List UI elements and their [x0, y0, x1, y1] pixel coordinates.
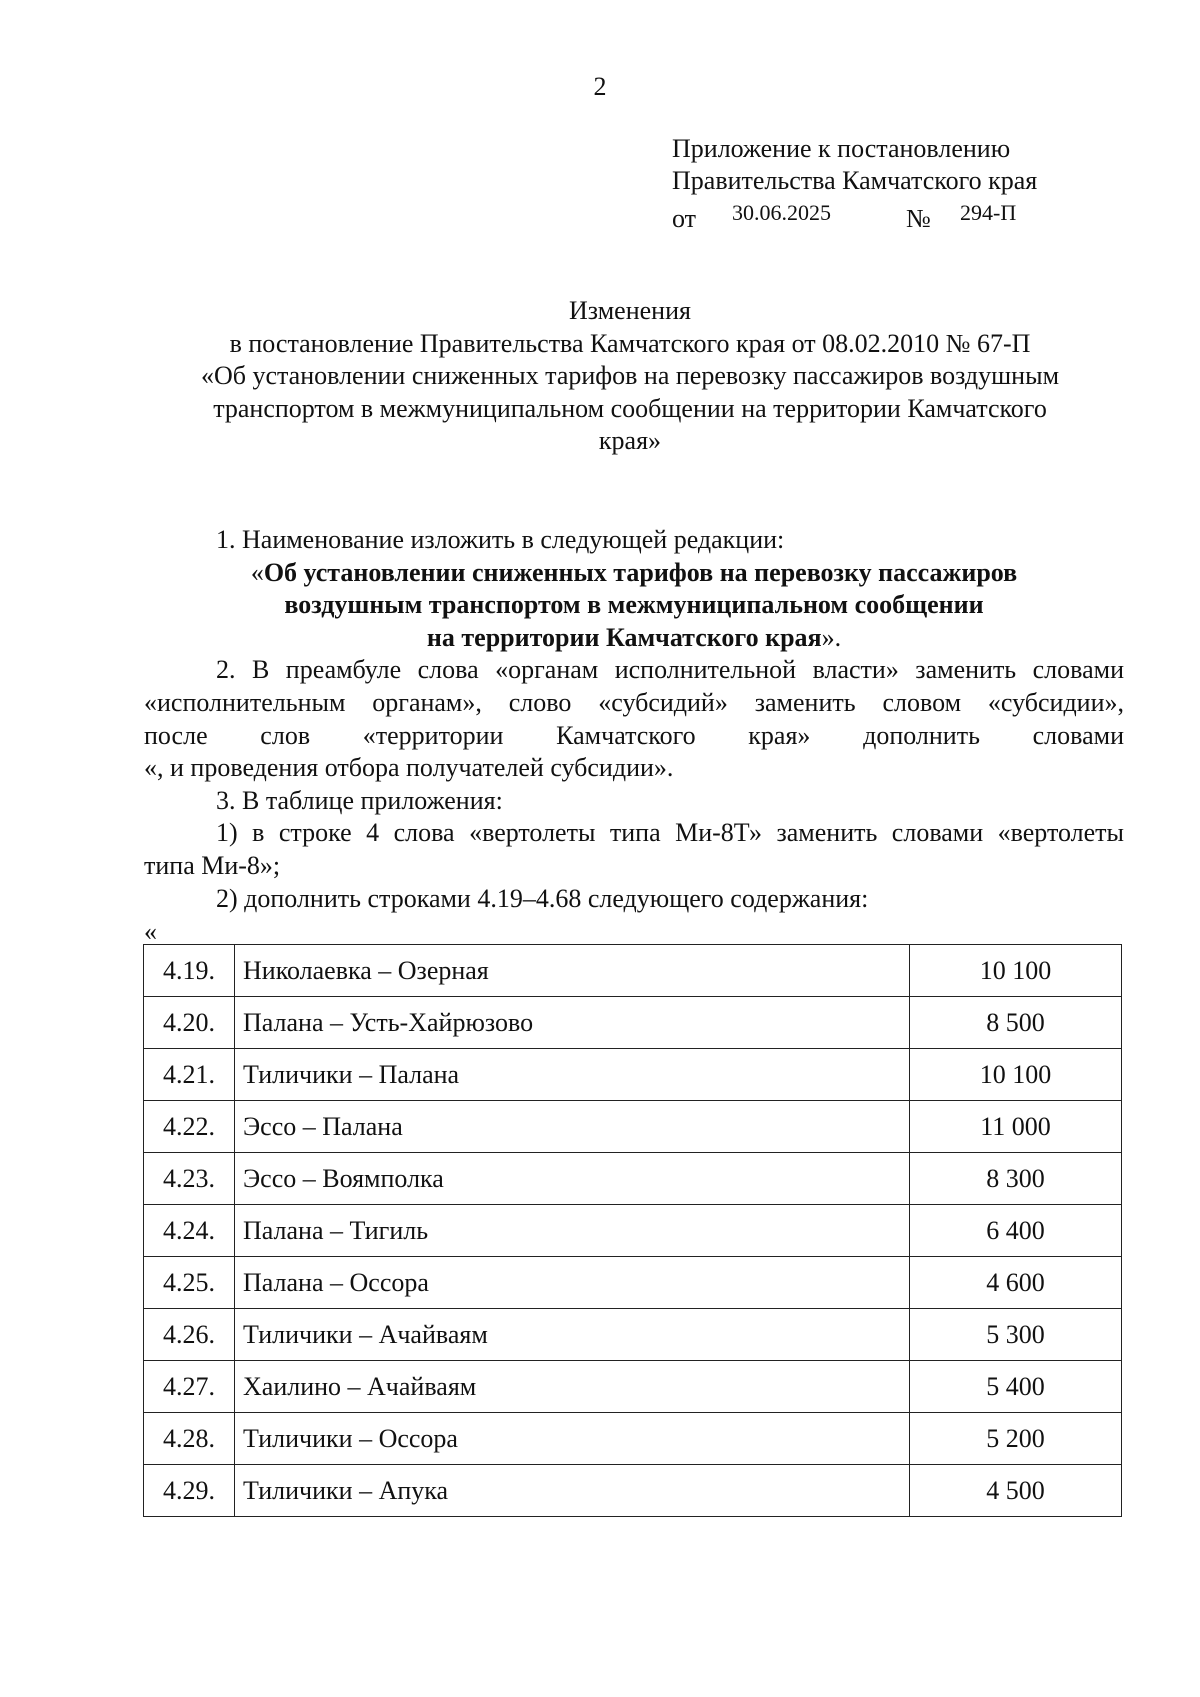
item-3: 3. В таблице приложения: — [216, 785, 503, 815]
appendix-date: 30.06.2025 — [732, 200, 831, 225]
item-2-line-1: 2. В преамбуле слова «органам исполнительной власти» заменить словами — [216, 655, 1124, 685]
route-name: Тиличики – Ачайваям — [235, 1309, 910, 1361]
table-row — [144, 945, 1122, 997]
heading-line-1: в постановление Правительства Камчатского края от 08.02.2010 № 67-П — [229, 328, 1031, 358]
table-open-quote: « — [144, 917, 157, 946]
tariff-price: 6 400 — [910, 1205, 1122, 1257]
item-2-line-3: после слов «территории Камчатского края» дополнить словами — [144, 720, 1124, 750]
table-row — [144, 1309, 1122, 1361]
route-name: Палана – Усть-Хайрюзово — [235, 997, 910, 1049]
tariff-price: 10 100 — [910, 945, 1122, 997]
route-name: Тиличики – Оссора — [235, 1413, 910, 1465]
item-3-2: 2) дополнить строками 4.19–4.68 следующего содержания: — [216, 883, 869, 913]
tariff-price: 8 300 — [910, 1153, 1122, 1205]
item-1-quote-open: « — [250, 557, 264, 587]
heading-line-4: края» — [598, 426, 662, 455]
appendix-from-label: от — [672, 204, 697, 233]
table-row — [144, 1101, 1122, 1153]
table-row — [144, 1465, 1122, 1517]
tariff-price: 5 300 — [910, 1309, 1122, 1361]
row-number: 4.26. — [144, 1309, 235, 1361]
row-number: 4.19. — [144, 945, 235, 997]
tariff-price: 8 500 — [910, 997, 1122, 1049]
row-number: 4.22. — [144, 1101, 235, 1153]
row-number: 4.23. — [144, 1153, 235, 1205]
table-row — [144, 1413, 1122, 1465]
table-row — [144, 1257, 1122, 1309]
document-body — [144, 524, 1124, 915]
row-number: 4.24. — [144, 1205, 235, 1257]
table-row — [144, 1361, 1122, 1413]
item-3-1-line-1: 1) в строке 4 слова «вертолеты типа Ми-8Т» заменить словами «вертолеты — [216, 818, 1124, 848]
appendix-number: 294-П — [960, 200, 1017, 225]
tariff-price: 5 400 — [910, 1361, 1122, 1413]
row-number: 4.20. — [144, 997, 235, 1049]
appendix-line-1: Приложение к постановлению — [672, 134, 1011, 163]
heading-line-2: «Об установлении сниженных тарифов на перевозку пассажиров воздушным — [200, 361, 1060, 390]
row-number: 4.27. — [144, 1361, 235, 1413]
route-name: Палана – Тигиль — [235, 1205, 910, 1257]
item-1-bold-line-3: на территории Камчатского края — [426, 622, 822, 652]
item-1-quote-close: ». — [821, 622, 842, 652]
route-name: Николаевка – Озерная — [235, 945, 910, 997]
tariff-price: 10 100 — [910, 1049, 1122, 1101]
route-name: Палана – Оссора — [235, 1257, 910, 1309]
item-1-new-name — [144, 557, 1124, 655]
tariff-price: 4 500 — [910, 1465, 1122, 1517]
appendix-block — [672, 133, 1152, 231]
route-name: Хаилино – Ачайваям — [235, 1361, 910, 1413]
heading-title: Изменения — [569, 296, 691, 325]
row-number: 4.25. — [144, 1257, 235, 1309]
tariff-price: 4 600 — [910, 1257, 1122, 1309]
page-number: 2 — [593, 72, 607, 101]
tariffs-table — [143, 944, 1122, 1517]
route-name: Тиличики – Апука — [235, 1465, 910, 1517]
document-heading — [140, 295, 1120, 458]
table-row — [144, 997, 1122, 1049]
item-1-bold-line-1: Об установлении сниженных тарифов на перевозку пассажиров — [263, 557, 1018, 587]
appendix-number-sign: № — [906, 204, 931, 233]
item-1-bold-line-2: воздушным транспортом в межмуниципальном сообщении — [284, 590, 984, 620]
tariff-price: 11 000 — [910, 1101, 1122, 1153]
route-name: Тиличики – Палана — [235, 1049, 910, 1101]
table-row — [144, 1049, 1122, 1101]
appendix-line-2: Правительства Камчатского края — [672, 166, 1038, 195]
item-1: 1. Наименование изложить в следующей редакции: — [216, 525, 785, 554]
route-name: Эссо – Палана — [235, 1101, 910, 1153]
row-number: 4.28. — [144, 1413, 235, 1465]
item-2-line-2: «исполнительным органам», слово «субсидий» заменить словом «субсидии», — [144, 687, 1124, 717]
heading-line-3: транспортом в межмуниципальном сообщении на территории Камчатского — [213, 393, 1047, 423]
table-row — [144, 1153, 1122, 1205]
item-2-line-4: «, и проведения отбора получателей субсидии». — [144, 753, 674, 783]
row-number: 4.29. — [144, 1465, 235, 1517]
route-name: Эссо – Воямполка — [235, 1153, 910, 1205]
tariff-price: 5 200 — [910, 1413, 1122, 1465]
appendix-date-line — [672, 197, 1152, 231]
table-row — [144, 1205, 1122, 1257]
row-number: 4.21. — [144, 1049, 235, 1101]
item-3-1-line-2: типа Ми-8»; — [144, 850, 281, 880]
